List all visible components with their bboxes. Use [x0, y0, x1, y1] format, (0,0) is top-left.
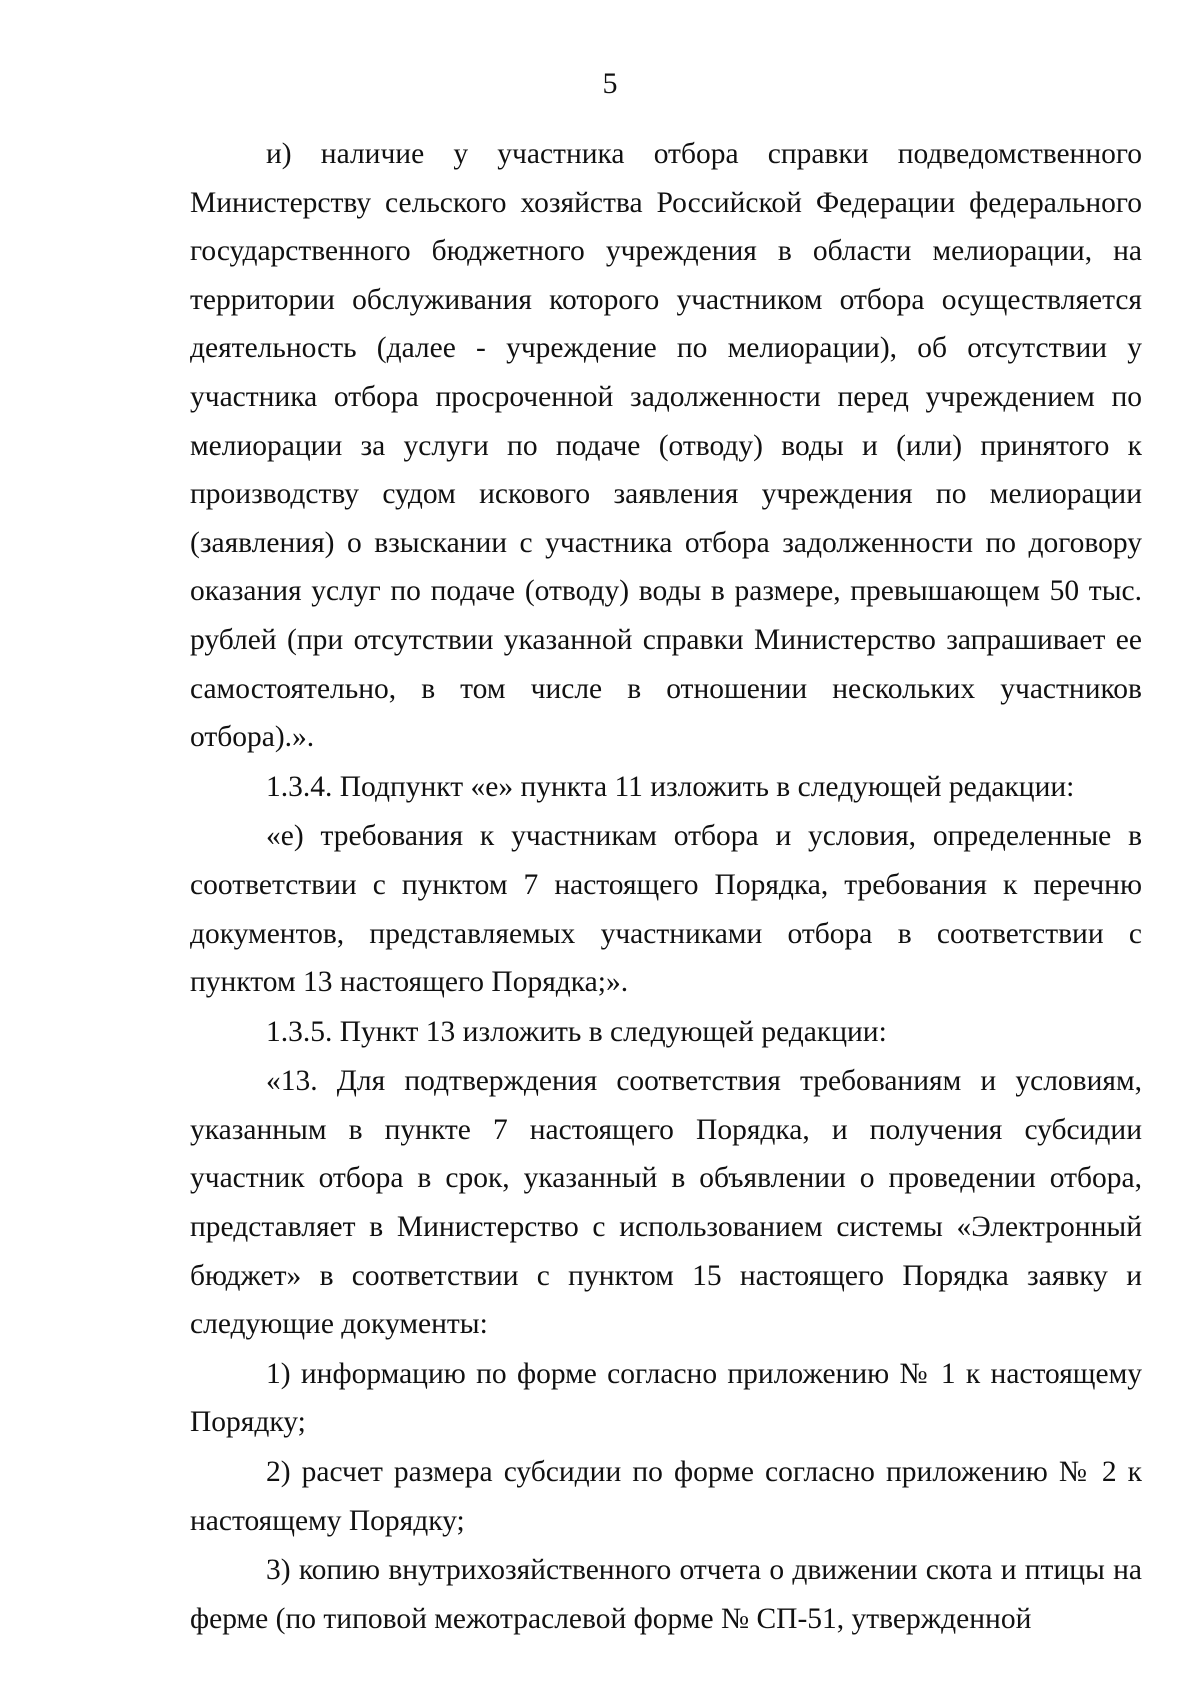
paragraph-1-3-4: 1.3.4. Подпункт «е» пункта 11 изложить в следующей редакции: [266, 770, 1075, 803]
paragraph-item-i: и) наличие у участника отбора справки подведомственного Министерству сельского хозяйства Российской Федерации федерального государственного бюджетного учреждения в области мелиорации, на территории обслуживания которого участником отбора осуществляется деятельность (далее - учреждение по мелиорации), об отсутствии у участника отбора просроченной задолженности перед учреждением по мелиорации за услуги по подаче (отводу) воды и (или) принятого к производству судом искового заявления учреждения по мелиорации (заявления) о взыскании с участника отбора задолженности по договору оказания услуг по подаче (отводу) воды в размере, превышающем 50 тыс. рублей (при отсутствии указанной справки Министерство запрашивает ее самостоятельно, в том числе в отношении нескольких участников отбора).». [190, 138, 1142, 754]
page-number: 5 [602, 67, 618, 100]
list-item-2: 2) расчет размера субсидии по форме согласно приложению № 2 к настоящему Порядку; [190, 1456, 1142, 1537]
paragraph-subitem-e: «е) требования к участникам отбора и условия, определенные в соответствии с пунктом 7 настоящего Порядка, требования к перечню документов, представляемых участниками отбора в соответствии с пунктом 13 настоящего Порядка;». [190, 820, 1142, 999]
paragraph-item-13: «13. Для подтверждения соответствия требованиям и условиям, указанным в пункте 7 настоящего Порядка, и получения субсидии участник отбора в срок, указанный в объявлении о проведении отбора, представляет в Министерство с использованием системы «Электронный бюджет» в соответствии с пунктом 15 настоящего Порядка заявку и следующие документы: [190, 1065, 1142, 1341]
document-body [190, 130, 1142, 1643]
paragraph-1-3-5: 1.3.5. Пункт 13 изложить в следующей редакции: [266, 1015, 887, 1048]
list-item-3: 3) копию внутрихозяйственного отчета о движении скота и птицы на ферме (по типовой межотраслевой форме № СП-51, утвержденной [190, 1554, 1142, 1635]
list-item-1: 1) информацию по форме согласно приложению № 1 к настоящему Порядку; [190, 1357, 1142, 1439]
